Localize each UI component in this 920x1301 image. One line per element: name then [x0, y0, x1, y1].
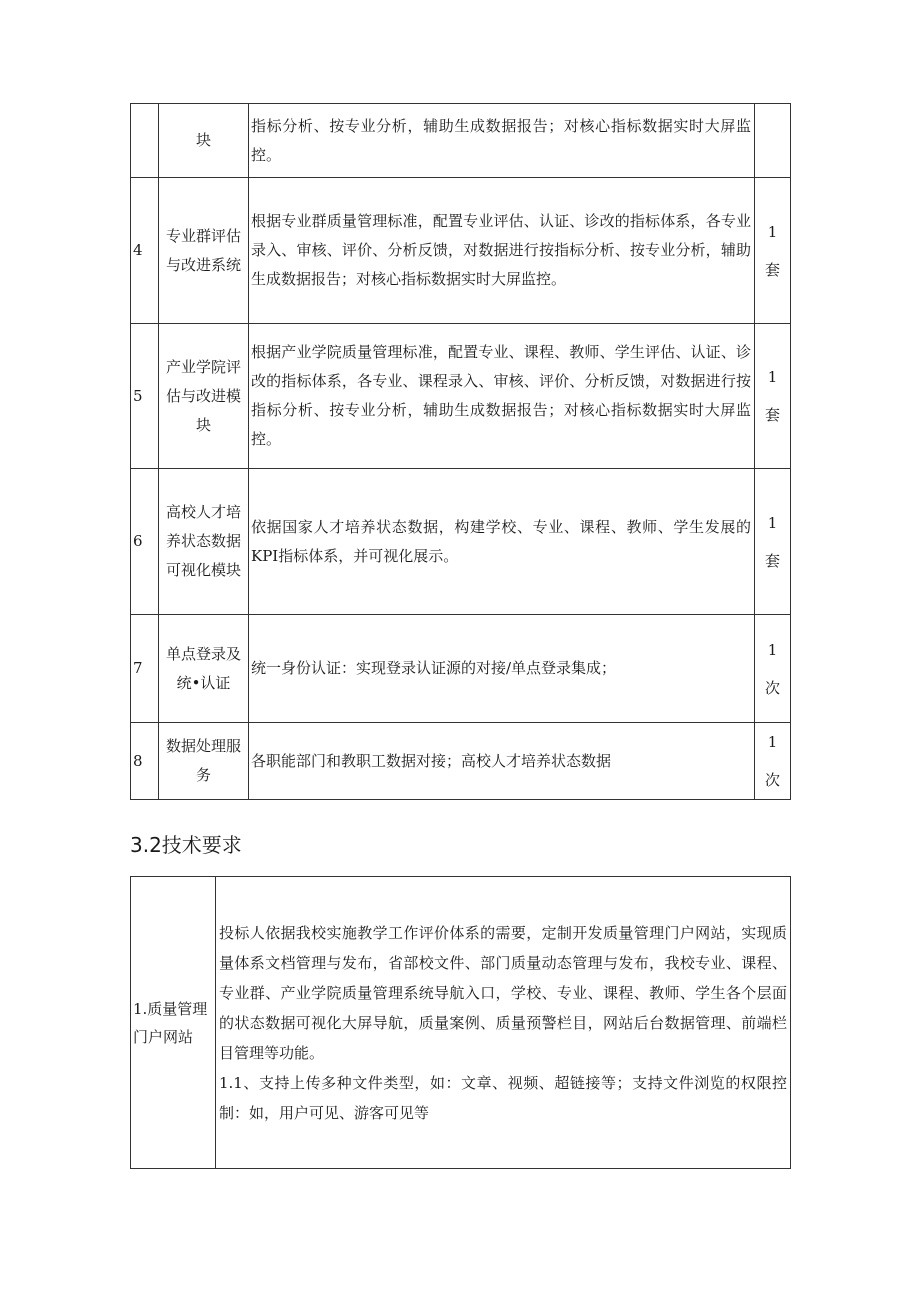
- row-number: 5: [131, 324, 159, 469]
- equipment-list-table: [130, 103, 791, 800]
- row-number: 4: [131, 178, 159, 324]
- item-quantity: 1 套: [755, 324, 791, 469]
- item-name: 数据处理服务: [159, 723, 249, 800]
- row-number: 7: [131, 615, 159, 723]
- row-number: [131, 104, 159, 178]
- row-number: 6: [131, 469, 159, 615]
- item-description: 指标分析、按专业分析，辅助生成数据报告；对核心指标数据实时大屏监控。: [249, 104, 755, 178]
- table-row: [131, 877, 791, 1169]
- item-quantity: 1 套: [755, 178, 791, 324]
- item-name: 块: [159, 104, 249, 178]
- technical-requirements-table: [130, 876, 791, 1169]
- item-quantity: 1 套: [755, 469, 791, 615]
- table-row: [131, 723, 791, 800]
- table-row: [131, 178, 791, 324]
- table-row: [131, 104, 791, 178]
- table-row: [131, 469, 791, 615]
- item-description: 统一身份认证：实现登录认证源的对接/单点登录集成；: [249, 615, 755, 723]
- item-quantity: 1 次: [755, 615, 791, 723]
- item-name: 产业学院评估与改进模块: [159, 324, 249, 469]
- section-heading: 3.2技术要求: [130, 833, 242, 857]
- table-row: [131, 615, 791, 723]
- item-description: 根据产业学院质量管理标准，配置专业、课程、教师、学生评估、认证、诊改的指标体系，各专业、课程录入、审核、评价、分析反馈，对数据进行按指标分析、按专业分析，辅助生成数据报告；对核心指标数据实时大屏监控。: [249, 324, 755, 469]
- item-quantity: [755, 104, 791, 178]
- item-description: 依据国家人才培养状态数据，构建学校、专业、课程、教师、学生发展的KPI指标体系，并可视化展示。: [249, 469, 755, 615]
- item-quantity: 1 次: [755, 723, 791, 800]
- item-name: 单点登录及统•认证: [159, 615, 249, 723]
- requirement-paragraph: 1.1、支持上传多种文件类型，如：文章、视频、超链接等；支持文件浏览的权限控制：如，用户可见、游客可见等: [219, 1073, 787, 1122]
- item-name: 高校人才培养状态数据可视化模块: [159, 469, 249, 615]
- item-description: 各职能部门和教职工数据对接；高校人才培养状态数据: [249, 723, 755, 800]
- requirement-label: 1.质量管理门户网站: [131, 877, 216, 1169]
- table-row: [131, 324, 791, 469]
- requirement-content: [216, 877, 791, 1169]
- row-number: 8: [131, 723, 159, 800]
- item-description: 根据专业群质量管理标准，配置专业评估、认证、诊改的指标体系，各专业录入、审核、评价、分析反馈，对数据进行按指标分析、按专业分析，辅助生成数据报告；对核心指标数据实时大屏监控。: [249, 178, 755, 324]
- item-name: 专业群评估与改进系统: [159, 178, 249, 324]
- requirement-paragraph: 投标人依据我校实施教学工作评价体系的需要，定制开发质量管理门户网站，实现质量体系文档管理与发布，省部校文件、部门质量动态管理与发布，我校专业、课程、专业群、产业学院质量管理系统导航入口，学校、专业、课程、教师、学生各个层面的状态数据可视化大屏导航，质量案例、质量预警栏目，网站后台数据管理、前端栏目管理等功能。: [219, 923, 787, 1062]
